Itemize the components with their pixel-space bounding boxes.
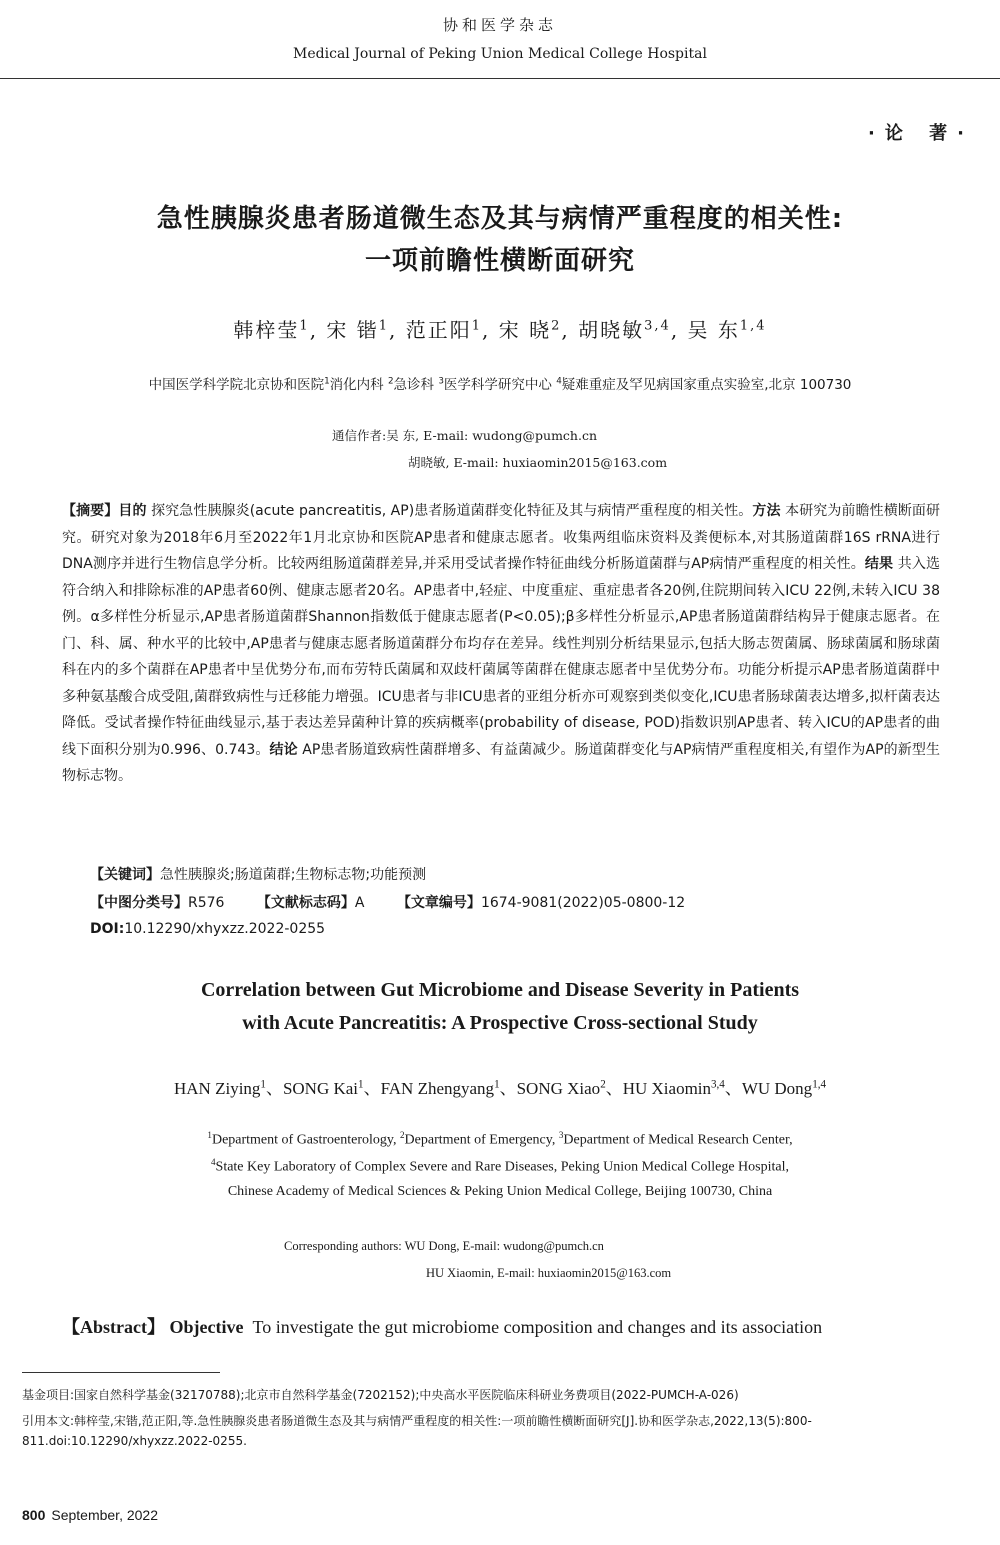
- abstract-cn: 【摘要】目的 探究急性胰腺炎(acute pancreatitis, AP)患者肠道菌群变化特征及其与病情严重程度的相关性。方法 本研究为前瞻性横断面研究。研究对象为2018年6月至2022年1月北京协和医院AP患者和健康志愿者。收集两组临床资料及粪便标本,对其肠道菌群16S rRNA进行DNA测序并进行生物信息学分析。比较两组肠道菌群差异,并采用受试者操作特征曲线分析肠道菌群与AP病情严重程度的相关性。结果 共入选符合纳入和排除标准的AP患者60例、健康志愿者20名。AP患者中,轻症、中度重症、重症患者各20例,住院期间转入ICU 22例,未转入ICU 38例。α多样性分析显示,AP患者肠道菌群Shannon指数低于健康志愿者(P<0.05);β多样性分析显示,AP患者肠道菌群结构异于健康志愿者。在门、科、属、种水平的比较中,AP患者与健康志愿者肠道菌群分布均存在差异。线性判别分析结果显示,包括大肠志贺菌属、肠球菌属和肠球菌科在内的多个菌群在AP患者中呈优势分布,而布劳特氏菌属和双歧杆菌属等菌群在健康志愿者中呈优势分布。功能分析提示AP患者肠道菌群中多种氨基酸合成受阻,菌群致病性与迁移能力增强。ICU患者与非ICU患者的亚组分析亦可观察到类似变化,ICU患者肠球菌表达增多,拟杆菌表达降低。受试者操作特征曲线显示,基于表达差异菌种计算的疾病概率(probability of disease, POD)指数识别AP患者、转入ICU的AP患者的曲线下面积分别为0.996、0.743。结论 AP患者肠道致病性菌群增多、有益菌减少。肠道菌群变化与AP病情严重程度相关,有望作为AP的新型生物标志物。: [62, 503, 941, 784]
- keywords-cn: 【关键词】急性胰腺炎;肠道菌群;生物标志物;功能预测: [90, 867, 427, 883]
- corresponding-author-en-2: HU Xiaomin, E-mail: huxiaomin2015@163.com: [426, 1266, 672, 1280]
- author-cn: 韩梓莹$^1$: [233, 318, 310, 342]
- affiliation-en-line3: Chinese Academy of Medical Sciences & Peking Union Medical College, Beijing 100730, China: [227, 1184, 773, 1199]
- corresponding-author-en-1: Corresponding authors: WU Dong, E-mail: wudong@pumch.cn: [284, 1239, 604, 1253]
- author-cn: 宋 晓$^2$: [498, 318, 562, 342]
- classification-line: 【中图分类号】R576 【文献标志码】A 【文章编号】1674-9081(2022)05-0800-12: [90, 895, 686, 911]
- author-cn: 宋 锴$^1$: [326, 318, 390, 342]
- issue-date: September, 2022: [51, 1507, 158, 1523]
- authors-cn: 韩梓莹$^1$, 宋 锴$^1$, 范正阳$^1$, 宋 晓$^2$, 胡晓敏$^{3,4}$, 吴 东$^{1,4}$: [233, 318, 767, 342]
- affiliation-cn: 中国医学科学院北京协和医院$^1$消化内科 $^2$急诊科 $^3$医学科学研究中心 $^4$疑难重症及罕见病国家重点实验室,北京 100730: [148, 376, 852, 393]
- section-tag: ·论 著·: [868, 123, 974, 144]
- author-en: SONG Kai$^1$: [282, 1078, 364, 1098]
- funding-note: 基金项目:国家自然科学基金(32170788);北京市自然科学基金(7202152);中央高水平医院临床科研业务费项目(2022-PUMCH-A-026): [22, 1388, 739, 1402]
- title-en-line1: Correlation between Gut Microbiome and Disease Severity in Patients: [200, 979, 800, 1001]
- author-en: WU Dong$^{1,4}$: [741, 1078, 826, 1098]
- author-cn: 吴 东$^{1,4}$: [687, 318, 767, 342]
- author-en: HAN Ziying$^1$: [174, 1078, 266, 1098]
- author-en: SONG Xiao$^2$: [516, 1078, 606, 1098]
- page-number: 800: [22, 1507, 46, 1523]
- author-cn: 范正阳$^1$: [405, 318, 483, 342]
- authors-en: HAN Ziying$^1$、SONG Kai$^1$、FAN Zhengyang$^1$、SONG Xiao$^2$、HU Xiaomin$^{3,4}$、WU Dong$^{1,4}$: [174, 1078, 826, 1098]
- affiliation-en-line2: $^4$State Key Laboratory of Complex Severe and Rare Diseases, Peking Union Medical College Hospital,: [210, 1157, 789, 1175]
- corresponding-author-cn-2: 胡晓敏, E-mail: huxiaomin2015@163.com: [408, 455, 668, 470]
- doi-line: DOI:10.12290/xhyxzz.2022-0255: [90, 921, 326, 937]
- affiliation-en-line1: $^1$Department of Gastroenterology, $^2$Department of Emergency, $^3$Department of Medical Research Center,: [207, 1130, 793, 1148]
- abstract-en: 【Abstract】 Objective To investigate the gut microbiome composition and changes and its association: [62, 1317, 823, 1337]
- title-cn-line1: 急性胰腺炎患者肠道微生态及其与病情严重程度的相关性:: [156, 204, 844, 234]
- journal-name-cn: 协和医学杂志: [442, 16, 557, 34]
- footnote-divider: [22, 1372, 220, 1373]
- journal-name-en: Medical Journal of Peking Union Medical College Hospital: [293, 46, 707, 62]
- header-divider: [0, 78, 1000, 79]
- author-en: HU Xiaomin$^{3,4}$: [622, 1078, 725, 1098]
- title-en-line2: with Acute Pancreatitis: A Prospective Cross-sectional Study: [242, 1012, 758, 1034]
- title-cn-line2: 一项前瞻性横断面研究: [364, 246, 635, 276]
- corresponding-author-cn-1: 通信作者:吴 东, E-mail: wudong@pumch.cn: [332, 428, 598, 443]
- page-footer: [22, 1507, 158, 1523]
- citation-note: 引用本文:韩梓莹,宋锴,范正阳,等.急性胰腺炎患者肠道微生态及其与病情严重程度的相关性:一项前瞻性横断面研究[J].协和医学杂志,2022,13(5):800-811.doi:10.12290/xhyxzz.2022-0255.: [22, 1414, 812, 1448]
- author-en: FAN Zhengyang$^1$: [380, 1078, 500, 1098]
- author-cn: 胡晓敏$^{3,4}$: [578, 318, 671, 342]
